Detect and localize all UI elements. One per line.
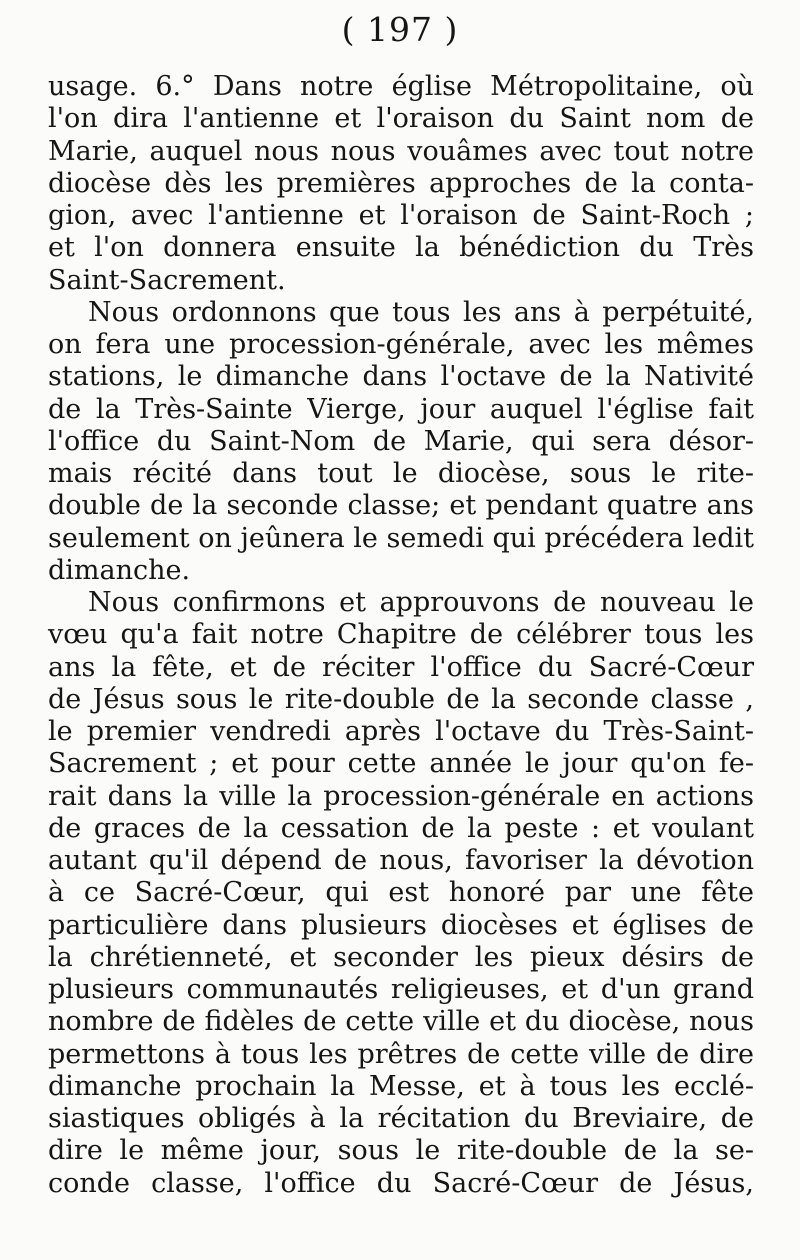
text-line: siastiques obligés à la récitation du Breviaire, de — [48, 1103, 754, 1134]
text-line: conde classe, l'office du Sacré-Cœur de Jésus, — [48, 1167, 754, 1199]
text-line: et l'on donnera ensuite la bénédiction du Très — [48, 232, 754, 264]
text-line: ans la fête, et de réciter l'office du Sacré-Cœur — [48, 651, 754, 683]
text-line: la chrétienneté, et seconder les pieux désirs de — [48, 941, 754, 973]
text-line: Marie, auquel nous nous vouâmes avec tout notre — [48, 135, 754, 167]
paragraph — [48, 297, 754, 587]
paragraph — [48, 71, 754, 297]
text-line: gion, avec l'antienne et l'oraison de Saint-Roch ; — [48, 200, 754, 231]
text-line: mais récité dans tout le diocèse, sous le rite- — [48, 458, 754, 489]
text-line: dimanche prochain la Messe, et à tous les ecclé- — [48, 1070, 754, 1102]
text-line: Sacrement ; et pour cette année le jour qu'on fe- — [48, 748, 754, 780]
text-line: l'on dira l'antienne et l'oraison du Saint nom de — [48, 103, 754, 135]
text-line: Nous ordonnons que tous les ans à perpétuité, — [88, 296, 754, 328]
text-line: diocèse dès les premières approches de la conta- — [48, 167, 754, 199]
text-line: usage. 6.° Dans notre église Métropolitaine, où — [48, 71, 754, 102]
page-number: ( 197 ) — [341, 10, 459, 49]
text-line: nombre de fidèles de cette ville et du diocèse, nous — [48, 1006, 754, 1038]
text-line: l'office du Saint-Nom de Marie, qui sera désor- — [48, 425, 754, 457]
body-text — [48, 71, 754, 1200]
text-line: de graces de la cessation de la peste : et voulant — [48, 812, 754, 844]
text-line: seulement on jeûnera le semedi qui précédera ledit — [48, 522, 754, 554]
text-line: de Jésus sous le rite-double de la seconde classe , — [48, 683, 754, 715]
text-line: de la Très-Sainte Vierge, jour auquel l'église fait — [48, 393, 754, 425]
text-line: stations, le dimanche dans l'octave de la Nativité — [48, 361, 754, 393]
text-line: permettons à tous les prêtres de cette ville de dire — [48, 1038, 754, 1070]
text-line: vœu qu'a fait notre Chapitre de célébrer tous les — [48, 619, 754, 651]
text-line: dimanche. — [48, 554, 191, 586]
text-line: à ce Sacré-Cœur, qui est honoré par une fête — [48, 877, 754, 909]
text-line: autant qu'il dépend de nous, favoriser la dévotion — [48, 845, 754, 876]
text-line: particulière dans plusieurs diocèses et églises de — [48, 909, 754, 941]
text-line: rait dans la ville la procession-générale en actions — [48, 780, 754, 812]
text-line: Nous confirmons et approuvons de nouveau le — [88, 587, 754, 618]
text-line: double de la seconde classe; et pendant quatre ans — [48, 490, 754, 522]
paragraph — [48, 587, 754, 1200]
text-line: Saint-Sacrement. — [48, 264, 286, 296]
text-line: plusieurs communautés religieuses, et d'un grand — [48, 974, 754, 1005]
text-line: dire le même jour, sous le rite-double de la se- — [48, 1135, 754, 1167]
text-line: le premier vendredi après l'octave du Très-Saint- — [48, 716, 754, 747]
text-line: on fera une procession-générale, avec les mêmes — [48, 329, 754, 360]
